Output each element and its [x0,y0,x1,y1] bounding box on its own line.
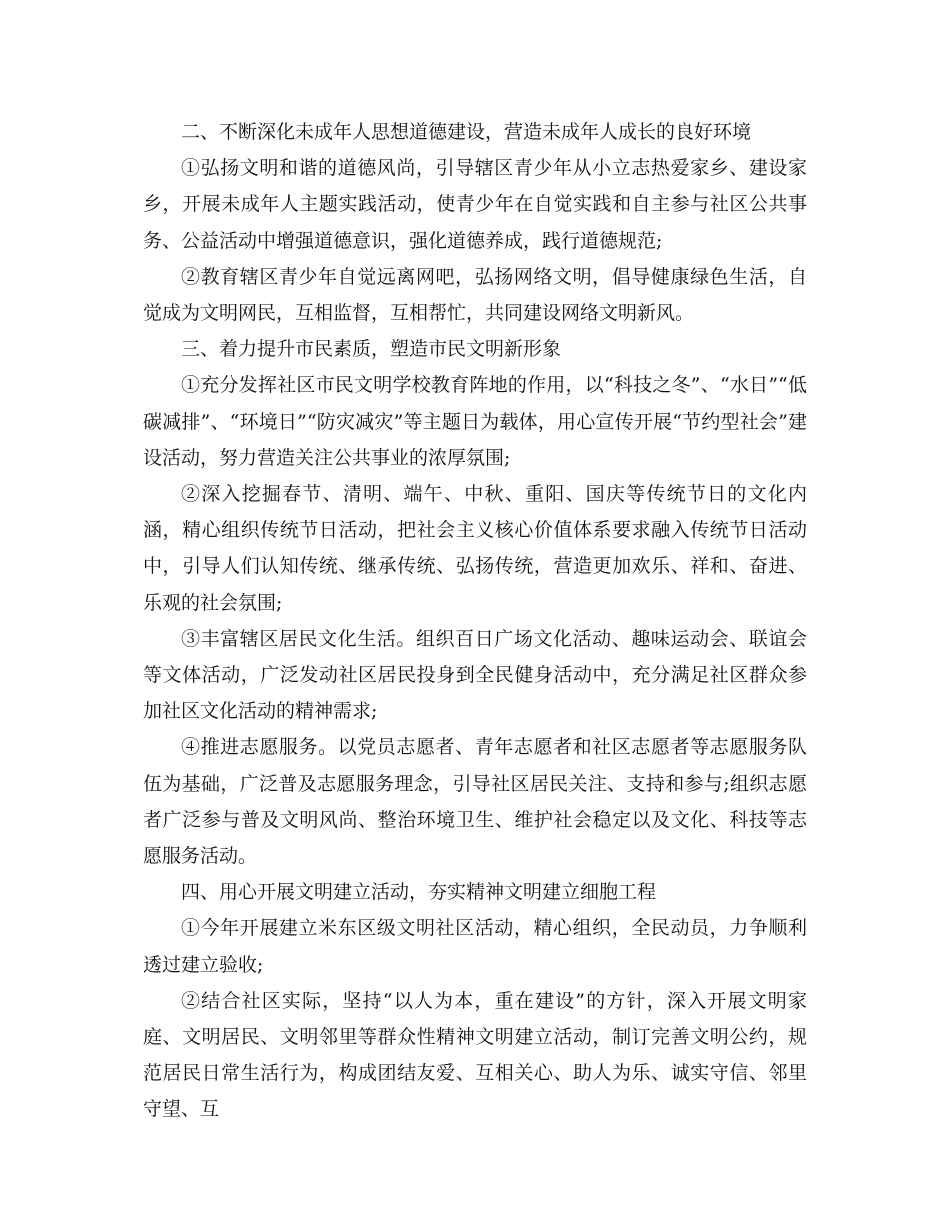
section-heading-2: 二、不断深化未成年人思想道德建设，营造未成年人成长的良好环境 [181,121,752,143]
document-body [143,114,807,1128]
paragraph: ①弘扬文明和谐的道德风尚，引导辖区青少年从小立志热爱家乡、建设家乡，开展未成年人主题实践活动，使青少年在自觉实践和自主参与社区公共事务、公益活动中增强道德意识，强化道德养成，践行道德规范; [143,157,807,252]
paragraph: ②教育辖区青少年自觉远离网吧，弘扬网络文明，倡导健康绿色生活，自觉成为文明网民，互相监督，互相帮忙，共同建设网络文明新风。 [143,265,807,325]
paragraph: ③丰富辖区居民文化生活。组织百日广场文化活动、趣味运动会、联谊会等文体活动，广泛发动社区居民投身到全民健身活动中，充分满足社区群众参加社区文化活动的精神需求; [143,627,807,723]
section-heading-3: 三、着力提升市民素质，塑造市民文明新形象 [181,338,562,361]
paragraph: ①今年开展建立米东区级文明社区活动，精心组织，全民动员，力争顺利透过建立验收; [143,917,807,976]
section-heading-4: 四、用心开展文明建立活动，夯实精神文明建立细胞工程 [181,881,657,904]
paragraph: ②结合社区实际，坚持“以人为本，重在建设”的方针，深入开展文明家庭、文明居民、文明邻里等群众性精神文明建立活动，制订完善文明公约，规范居民日常生活行为，构成团结友爱、互相关心、助人为乐、诚实守信、邻里守望、互 [143,989,807,1121]
paragraph: ④推进志愿服务。以党员志愿者、青年志愿者和社区志愿者等志愿服务队伍为基础，广泛普及志愿服务理念，引导社区居民关注、支持和参与;组织志愿者广泛参与普及文明风尚、整治环境卫生、维护社会稳定以及文化、科技等志愿服务活动。 [143,736,807,868]
paragraph: ①充分发挥社区市民文明学校教育阵地的作用，以“科技之冬”、“水日”“低碳减排”、“环境日”“防灾减灾”等主题日为载体，用心宣传开展“节约型社会”建设活动，努力营造关注公共事业的浓厚氛围; [143,374,807,469]
paragraph: ②深入挖掘春节、清明、端午、中秋、重阳、国庆等传统节日的文化内涵，精心组织传统节日活动，把社会主义核心价值体系要求融入传统节日活动中，引导人们认知传统、继承传统、弘扬传统，营造更加欢乐、祥和、奋进、乐观的社会氛围; [143,483,807,614]
